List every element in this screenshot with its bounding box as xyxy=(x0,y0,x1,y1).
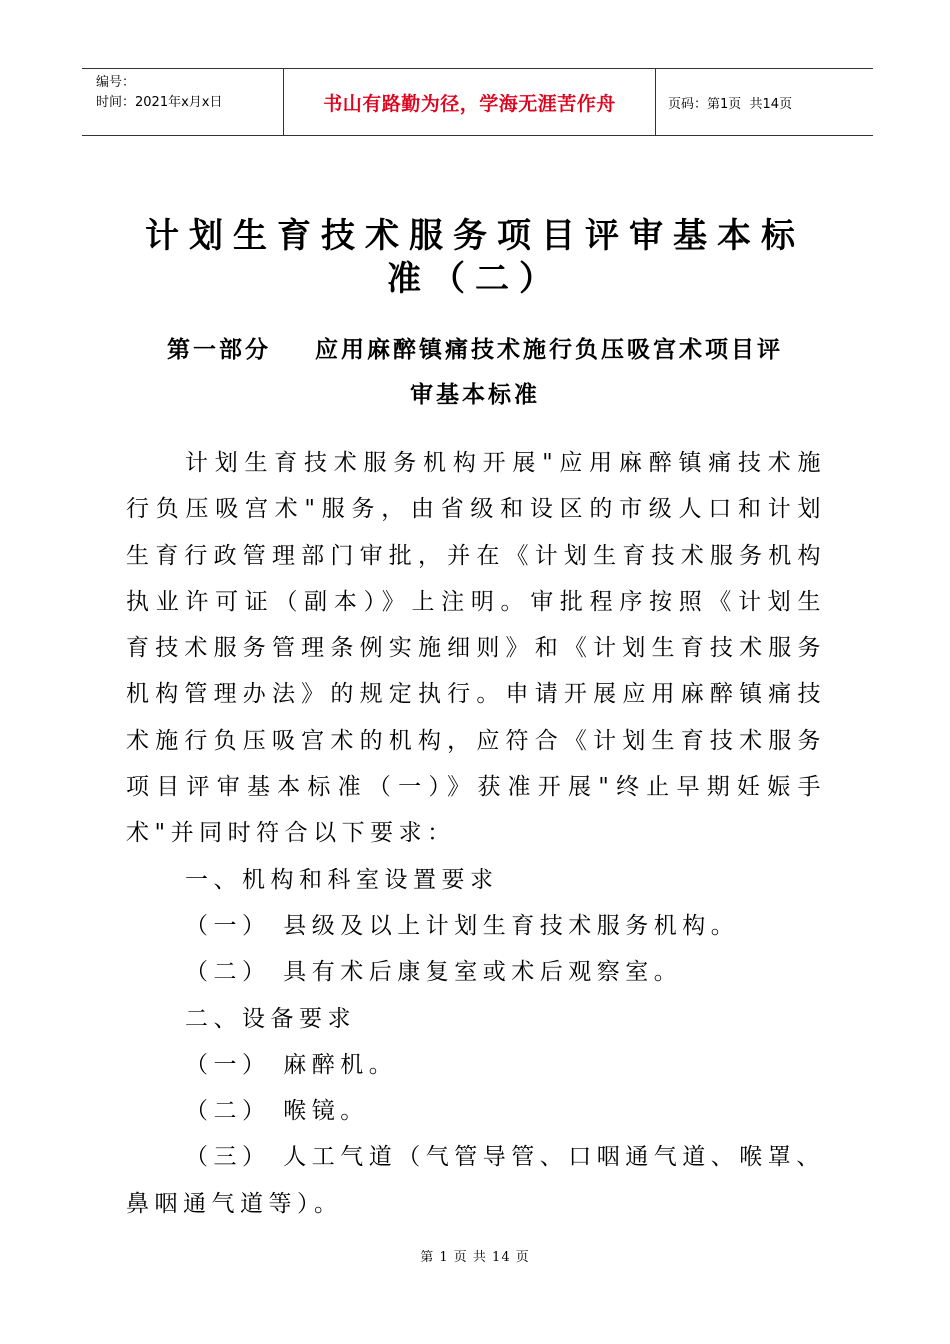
list-item: （二） 具有术后康复室或术后观察室。 xyxy=(185,959,683,986)
section-heading-line1: 第一部分 应用麻醉镇痛技术施行负压吸宫术项目评 xyxy=(166,337,784,363)
document-body xyxy=(126,440,826,1227)
document-title-line2: 准（二） xyxy=(387,259,563,299)
header-meta xyxy=(82,69,284,135)
header-motto: 书山有路勤为径，学海无涯苦作舟 xyxy=(284,69,656,135)
list-item: （一） 县级及以上计划生育技术服务机构。 xyxy=(185,912,740,939)
header-page-info: 页码：第1页 共14页 xyxy=(668,96,793,112)
section-heading-1: 一、机构和科室设置要求 xyxy=(185,866,499,893)
intro-paragraph: 计划生育技术服务机构开展"应用麻醉镇痛技术施行负压吸宫术"服务，由省级和设区的市级人口和计划生育行政管理部门审批，并在《计划生育技术服务机构执业许可证（副本）》上注明。审批程序按照《计划生育技术服务管理条例实施细则》和《计划生育技术服务机构管理办法》的规定执行。申请开展应用麻醉镇痛技术施行负压吸宫术的机构，应符合《计划生育技术服务项目评审基本标准（一）》获准开展"终止早期妊娠手术"并同时符合以下要求： xyxy=(126,450,826,847)
document-title-line1: 计划生育技术服务项目评审基本标 xyxy=(145,216,805,256)
number-label: 编号： xyxy=(96,75,136,90)
list-item: （一） 麻醉机。 xyxy=(185,1051,398,1078)
page-footer: 第 1 页 共 14 页 xyxy=(420,1250,530,1265)
time-label: 时间：2021年x月x日 xyxy=(96,95,223,110)
list-item: （二） 喉镜。 xyxy=(185,1098,369,1125)
document-header xyxy=(82,68,873,136)
section-heading-2: 二、设备要求 xyxy=(185,1005,356,1032)
section-heading-line2: 审基本标准 xyxy=(410,382,540,408)
list-item: （三） 人工气道（气管导管、口咽通气道、喉罩、鼻咽通气道等）。 xyxy=(126,1144,825,1217)
